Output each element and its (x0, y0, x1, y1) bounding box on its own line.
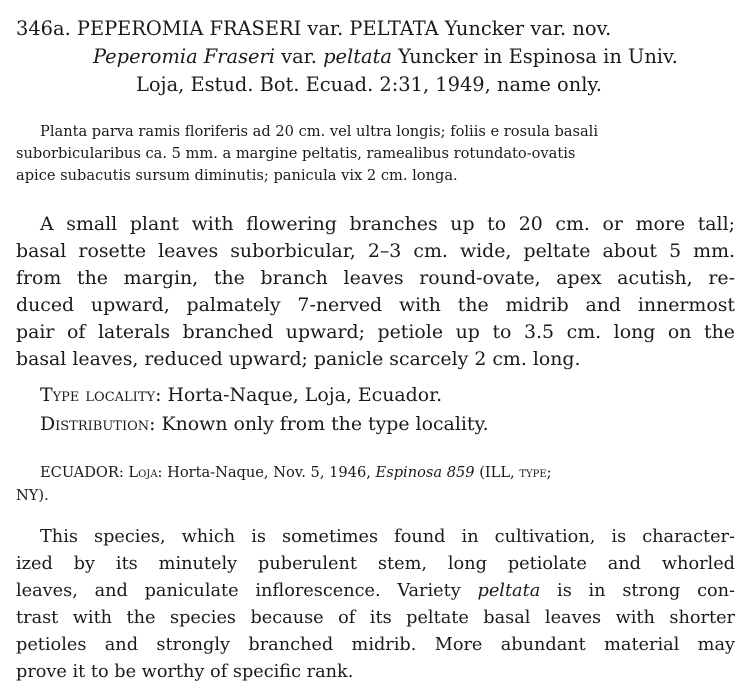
citation-var: var. (274, 45, 324, 68)
distribution-value: : Known only from the type locality. (149, 413, 489, 435)
type-locality-label: Type locality (40, 384, 156, 406)
description-line: duced upward, palmately 7-nerved with the midrib and innermost (16, 294, 735, 316)
variety-italic: peltata (477, 581, 541, 601)
description-line: basal rosette leaves suborbicular, 2–3 cm. wide, peltate about 5 mm. (16, 240, 735, 262)
species-name: PEPEROMIA FRASERI var. PELTATA Yuncker var. nov. (76, 17, 612, 40)
discussion-line: prove it to be worthy of specific rank. (16, 662, 354, 682)
latin-line: Planta parva ramis floriferis ad 20 cm. vel ultra longis; foliis e rosula basali (40, 123, 599, 140)
species-heading (16, 17, 611, 40)
type-locality-value: : Horta-Naque, Loja, Ecuador. (155, 384, 443, 406)
specimen-citation-line-2: NY). (16, 487, 49, 504)
description-line: A small plant with flowering branches up to 20 cm. or more tall; (40, 213, 735, 235)
discussion-line: ized by its minutely puberulent stem, long petiolate and whorled (16, 554, 735, 574)
citation-var-italic: peltata (323, 45, 392, 68)
species-number: 346a. (16, 17, 71, 40)
latin-line: suborbicularibus ca. 5 mm. a margine peltatis, ramealibus rotundato-ovatis (16, 145, 576, 162)
distribution-label: Distribution (40, 413, 150, 435)
description-line: basal leaves, reduced upward; panicle scarcely 2 cm. long. (16, 348, 581, 370)
specimen-citation: ECUADOR: Loja: Horta-Naque, Nov. 5, 1946, Espinosa 859 (ILL, type; (40, 464, 552, 481)
citation-rest: Yuncker in Espinosa in Univ. (391, 45, 678, 68)
specimen-country: ECUADOR: (40, 464, 124, 481)
citation-line-1 (93, 45, 678, 68)
distribution (40, 413, 489, 435)
specimen-type-label: type (519, 464, 547, 481)
discussion-line: leaves, and paniculate inflorescence. Variety peltata is in strong con- (16, 581, 736, 601)
description-line: from the margin, the branch leaves round-ovate, apex acutish, re- (16, 267, 735, 289)
discussion-line: trast with the species because of its peltate basal leaves with shorter (16, 608, 735, 628)
specimen-herbaria: (ILL, (474, 464, 515, 481)
type-locality (40, 384, 442, 406)
specimen-locality: : Horta-Naque, Nov. 5, 1946, (157, 464, 371, 481)
specimen-collector: Espinosa 859 (375, 464, 475, 481)
latin-line: apice subacutis sursum diminutis; panicula vix 2 cm. longa. (16, 167, 458, 184)
specimen-province: Loja (128, 464, 158, 481)
citation-taxon-italic: Peperomia Fraseri (93, 45, 275, 68)
discussion-line: This species, which is sometimes found in cultivation, is character- (40, 527, 735, 547)
citation-line-2: Loja, Estud. Bot. Ecuad. 2:31, 1949, name only. (136, 73, 602, 96)
description-line: pair of laterals branched upward; petiole up to 3.5 cm. long on the (16, 321, 735, 343)
discussion-line: petioles and strongly branched midrib. More abundant material may (16, 635, 735, 655)
